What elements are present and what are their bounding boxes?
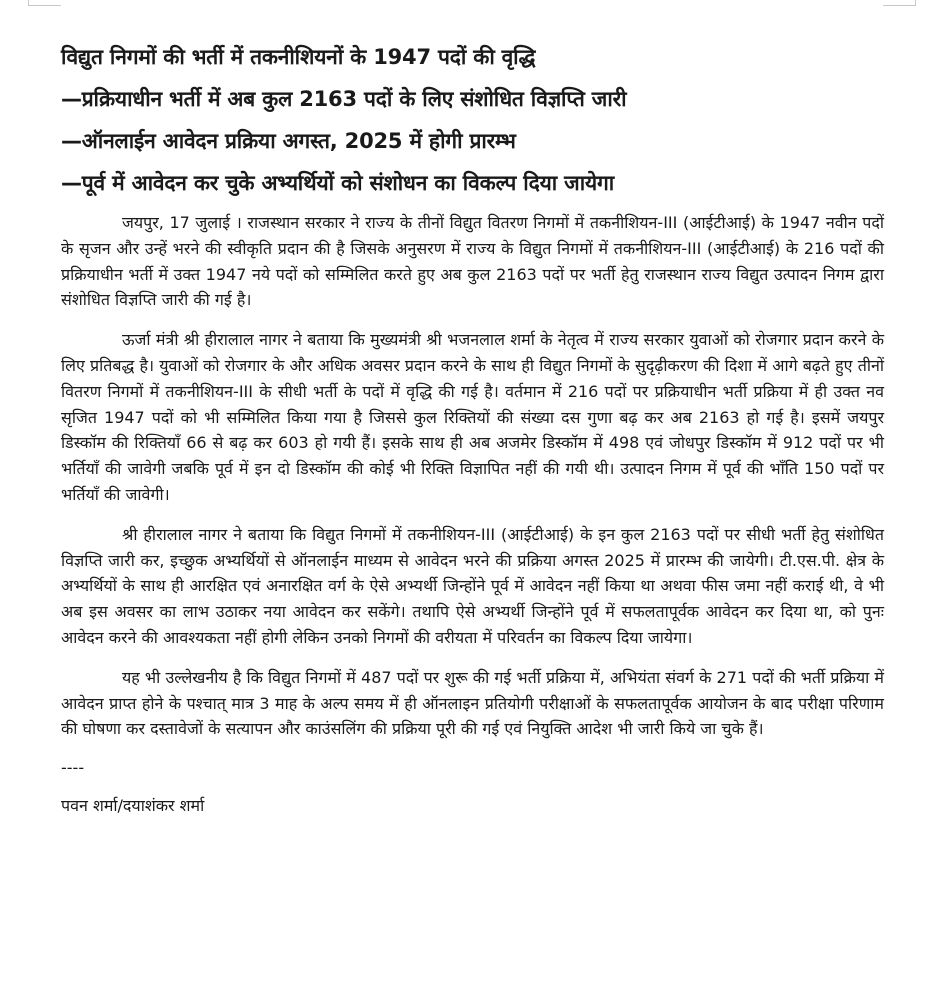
main-headline: विद्युत निगमों की भर्ती में तकनीशियनों के 1947 पदों की वृद्धि [61,45,536,69]
paragraph-previous-recruitment: यह भी उल्लेखनीय है कि विद्युत निगमों में 487 पदों पर शुरू की गई भर्ती प्रक्रिया में, अभियंता संवर्ग के 271 पदों की भर्ती प्रक्रिया में आवेदन प्राप्त होने के पश्चात् मात्र 3 माह के अल्प समय में ही ऑनलाइन प्रतियोगी परीक्षाओं के सफलतापूर्वक आयोजन के बाद परीक्षा परिणाम की घोषणा कर दस्तावेजों के सत्यापन और काउंसलिंग की प्रक्रिया पूरी की गई एवं नियुक्ति आदेश भी जारी किये जा चुके हैं। [61,667,884,739]
paragraph-intro: जयपुर, 17 जुलाई । राजस्थान सरकार ने राज्य के तीनों विद्युत वितरण निगमों में तकनीशियन-III (आईटीआई) के 1947 नवीन पदों के सृजन और उन्हें भरने की स्वीकृति प्रदान की है जिसके अनुसरण में राज्य के विद्युत निगमों में तकनीशियन-III (आईटीआई) के 216 पदों की प्रक्रियाधीन भर्ती में उक्त 1947 नये पदों को सम्मिलित करते हुए अब कुल 2163 पदों पर भर्ती हेतु राजस्थान राज्य विद्युत उत्पादन निगम द्वारा संशोधित विज्ञप्ति जारी की गई है। [61,213,884,310]
paragraph-application-process: श्री हीरालाल नागर ने बताया कि विद्युत निगमों में तकनीशियन-III (आईटीआई) के इन कुल 2163 पदों पर सीधी भर्ती हेतु संशोधित विज्ञप्ति जारी कर, इच्छुक अभ्यर्थियों से ऑनलाईन माध्यम से आवेदन भरने की प्रक्रिया अगस्त 2025 में प्रारम्भ की जायेगी। टी.एस.पी. क्षेत्र के अभ्यर्थियों के साथ ही आरक्षित एवं अनारक्षित वर्ग के ऐसे अभ्यर्थी जिन्होंने पूर्व में आवेदन नहीं किया था अथवा फीस जमा नहीं कराई थी, वे भी अब इस अवसर का लाभ उठाकर नया आवेदन कर सकेंगे। तथापि ऐसे अभ्यर्थी जिन्होंने पूर्व में सफलतापूर्वक आवेदन कर दिया था, को पुनः आवेदन करने की आवश्यकता नहीं होगी लेकिन उनको निगमों की वरीयता में परिवर्तन का विकल्प दिया जायेगा। [61,524,884,647]
press-release-body [61,40,884,818]
sub-headline-amendment-option: —पूर्व में आवेदन कर चुके अभ्यर्थियों को संशोधन का विकल्प दिया जायेगा [61,171,615,195]
author-signature: पवन शर्मा/दयाशंकर शर्मा [61,796,205,816]
page-corner-mark-left [28,0,61,6]
sub-headline-revised-notification: —प्रक्रियाधीन भर्ती में अब कुल 2163 पदों के लिए संशोधित विज्ञप्ति जारी [61,87,627,111]
page-corner-mark-right [883,0,916,6]
end-separator: ---- [61,758,85,778]
sub-headline-online-application: —ऑनलाईन आवेदन प्रक्रिया अगस्त, 2025 में होगी प्रारम्भ [61,129,516,153]
paragraph-minister-statement: ऊर्जा मंत्री श्री हीरालाल नागर ने बताया कि मुख्यमंत्री श्री भजनलाल शर्मा के नेतृत्व में राज्य सरकार युवाओं को रोजगार प्रदान करने के लिए प्रतिबद्ध है। युवाओं को रोजगार के और अधिक अवसर प्रदान करने के साथ ही विद्युत निगमों के सुदृढ़ीकरण की दिशा में आगे बढ़ते हुए तीनों वितरण निगमों में तकनीशियन-III के सीधी भर्ती के पदों में वृद्धि की गई है। वर्तमान में 216 पदों पर प्रक्रियाधीन भर्ती प्रक्रिया में ही उक्त नव सृजित 1947 पदों को भी सम्मिलित किया गया है जिससे कुल रिक्तियों की संख्या दस गुणा बढ़ कर अब 2163 हो गई है। इसमें जयपुर डिस्कॉम की रिक्तियाँ 66 से बढ़ कर 603 हो गयी हैं। इसके साथ ही अब अजमेर डिस्कॉम में 498 एवं जोधपुर डिस्कॉम में 912 पदों पर भी भर्तियाँ की जावेगी जबकि पूर्व में इन दो डिस्कॉम की कोई भी रिक्ति विज्ञापित नहीं की गयी थी। उत्पादन निगम में पूर्व की भाँति 150 पदों पर भर्तियाँ की जावेगी। [61,330,884,504]
